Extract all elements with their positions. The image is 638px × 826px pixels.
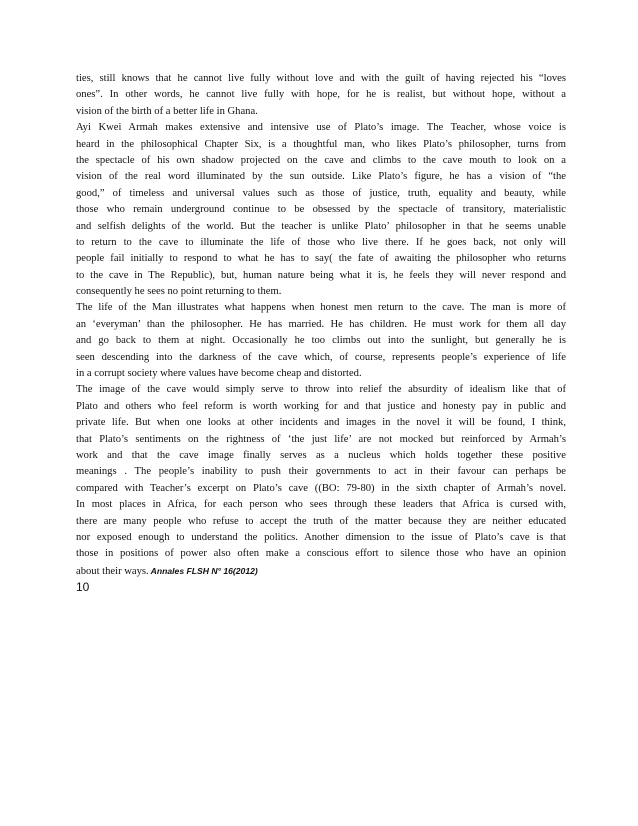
text-line: heard in the philosophical Chapter Six, is a thoughtful man, who likes Plato’s philosopher, turns from: [76, 138, 566, 150]
text-line: consequently he sees no point returning to them.: [76, 286, 282, 298]
text-line: good,” of timeless and universal values such as those of justice, truth, equality and beauty, while: [76, 187, 566, 199]
text-line: there are many people who refuse to accept the truth of the matter because they are neither educated: [76, 515, 566, 527]
text-line: The life of the Man illustrates what happens when honest men return to the cave. The man is more of: [76, 302, 566, 314]
text-line: vision of the birth of a better life in Ghana.: [76, 105, 258, 117]
text-line: to the cave in The Republic), but, human nature being what it is, he feels they will never respond and: [76, 269, 566, 281]
text-line: to return to the cave to illuminate the life of those who live there. If he goes back, not only will: [76, 236, 566, 248]
text-line: those in positions of power also often make a conscious effort to silence those who have an opinion: [76, 548, 566, 560]
text-line: compared with Teacher’s excerpt on Plato’s cave ((BO: 79-80) in the sixth chapter of Armah’s novel.: [76, 482, 566, 494]
text-line: people fail initially to respond to what he has to say( the fate of awaiting the philosopher who returns: [76, 253, 566, 265]
text-line: nor exposed enough to understand the politics. Another dimension to the issue of Plato’s cave is that: [76, 531, 566, 543]
journal-reference: Annales FLSH N° 16(2012): [150, 565, 258, 576]
text-line: In most places in Africa, for each person who sees through these leaders that Africa is cursed with,: [76, 499, 566, 511]
document-body: [76, 71, 566, 595]
text-line: in a corrupt society where values have become cheap and distorted.: [76, 368, 362, 380]
text-line: and go back to them at night. Occasionally he too climbs out into the sunlight, but generally he is: [76, 335, 566, 347]
page-number: 10: [76, 580, 90, 595]
text-line: meanings . The people’s inability to push their governments to act in their favour can perhaps be: [76, 466, 566, 478]
text-line: and selfish delights of the world. But the teacher is unlike Plato’ philosopher in that he seems unable: [76, 220, 566, 232]
text-line: Ayi Kwei Armah makes extensive and intensive use of Plato’s image. The Teacher, whose voice is: [76, 122, 566, 134]
text-line: seen descending into the darkness of the cave which, of course, represents people’s experience of life: [76, 351, 566, 363]
final-line-text: about their ways.: [76, 565, 149, 577]
text-line: that Plato’s sentiments on the rightness of ‘the just life’ are not mocked but reinforced by Armah’s: [76, 433, 566, 445]
text-line: an ‘everyman’ than the philosopher. He has married. He has children. He must work for them all day: [76, 318, 566, 330]
text-line: the spectacle of his own shadow projected on the cave and climbs to the cave mouth to look on a: [76, 154, 566, 166]
text-line: The image of the cave would simply serve to throw into relief the absurdity of idealism like that of: [76, 384, 566, 396]
text-line: work and that the cave image finally serves as a nucleus which holds together these positive: [76, 449, 566, 461]
text-line: those who remain underground continue to be obsessed by the spectacle of transitory, materialistic: [76, 204, 566, 216]
text-line: Plato and others who feel reform is worth working for and that justice and honesty pay in public and: [76, 400, 566, 412]
text-line: ones”. In other words, he cannot live fully with hope, for he is realist, but without hope, without a: [76, 89, 566, 101]
final-text-line: [76, 563, 566, 579]
text-line: vision of the real word illuminated by the sun outside. Like Plato’s figure, he has a vision of “the: [76, 171, 566, 183]
text-line: ties, still knows that he cannot live fully without love and with the guilt of having rejected his “loves: [76, 73, 566, 84]
text-line: private life. But when one looks at other incidents and images in the novel it will be found, I think,: [76, 417, 566, 429]
